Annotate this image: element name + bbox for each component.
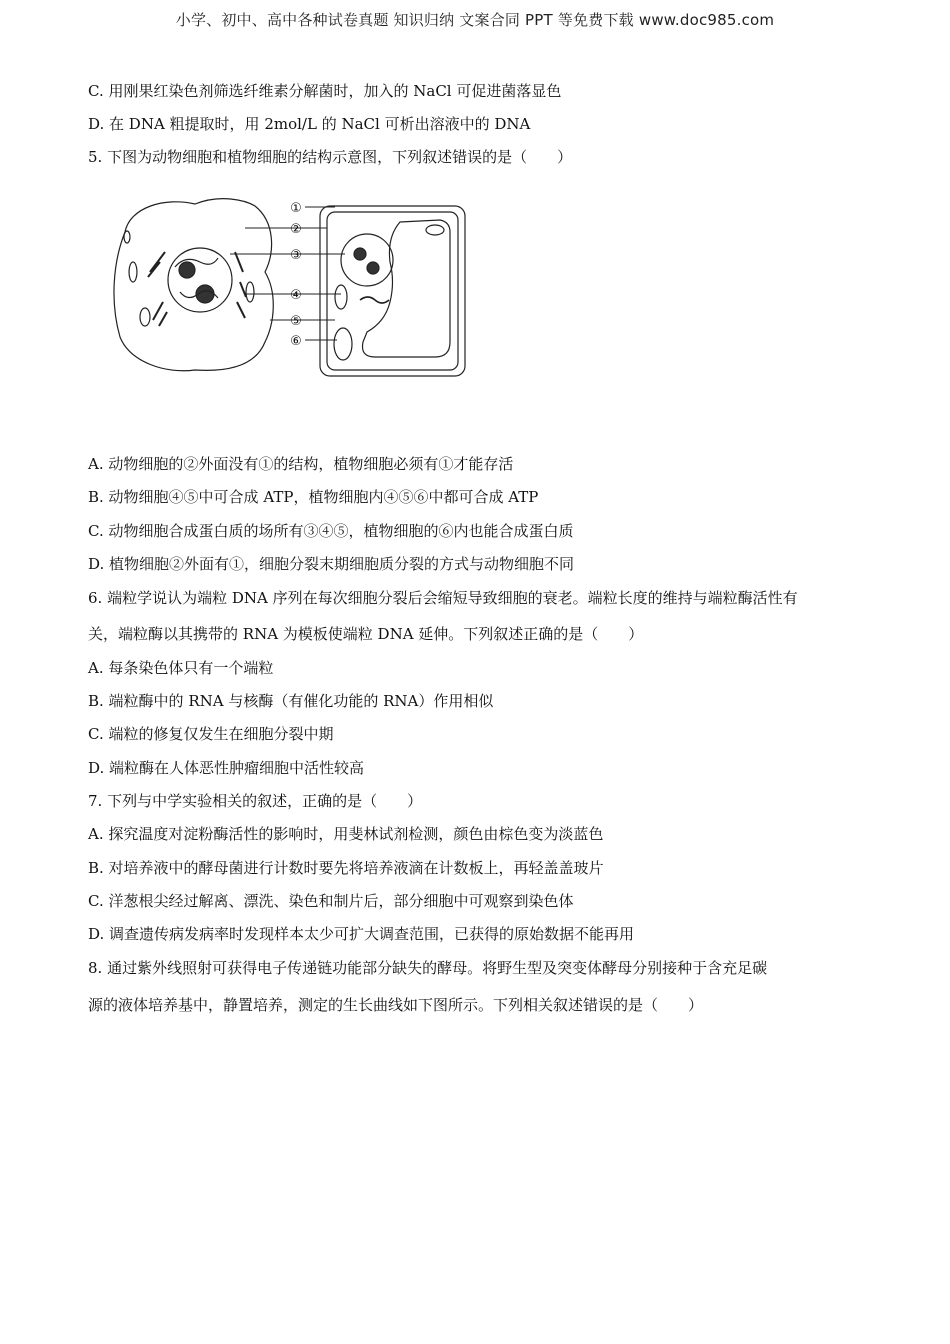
q5-option-a: A. 动物细胞的②外面没有①的结构，植物细胞必须有①才能存活 (88, 455, 514, 473)
plant-vacuole (363, 220, 451, 357)
animal-cell-outline (114, 199, 273, 371)
label-2: ② (290, 222, 302, 237)
q5-option-d: D. 植物细胞②外面有①，细胞分裂末期细胞质分裂的方式与动物细胞不同 (88, 555, 575, 573)
q4-option-c: C. 用刚果红染色剂筛选纤维素分解菌时，加入的 NaCl 可促进菌落显色 (88, 82, 562, 100)
page-header: 小学、初中、高中各种试卷真题 知识归纳 文案合同 PPT 等免费下载 www.doc985.com (175, 11, 775, 29)
q7-option-c: C. 洋葱根尖经过解离、漂洗、染色和制片后，部分细胞中可观察到染色体 (88, 892, 574, 910)
q6-option-a: A. 每条染色体只有一个端粒 (88, 659, 274, 677)
q6-stem-line1: 6. 端粒学说认为端粒 DNA 序列在每次细胞分裂后会缩短导致细胞的衰老。端粒长度的维持与端粒酶活性有 (88, 589, 798, 607)
q8-stem-line2: 源的液体培养基中，静置培养，测定的生长曲线如下图所示。下列相关叙述错误的是（ ） (88, 996, 704, 1014)
q7-stem: 7. 下列与中学实验相关的叙述，正确的是（ ） (88, 792, 423, 810)
q6-option-c: C. 端粒的修复仅发生在细胞分裂中期 (88, 725, 334, 743)
q4-option-d: D. 在 DNA 粗提取时，用 2mol/L 的 NaCl 可析出溶液中的 DNA (88, 115, 531, 133)
animal-nucleus (168, 248, 232, 312)
q8-stem-line1: 8. 通过紫外线照射可获得电子传递链功能部分缺失的酵母。将野生型及突变体酵母分别接种于含充足碳 (88, 959, 768, 977)
cell-structure-diagram (105, 192, 485, 392)
label-1: ① (290, 201, 302, 216)
q7-option-a: A. 探究温度对淀粉酶活性的影响时，用斐林试剂检测，颜色由棕色变为淡蓝色 (88, 825, 604, 843)
q7-option-d: D. 调查遗传病发病率时发现样本太少可扩大调查范围，已获得的原始数据不能再用 (88, 925, 635, 943)
q5-stem: 5. 下图为动物细胞和植物细胞的结构示意图，下列叙述错误的是（ ） (88, 148, 573, 166)
label-3: ③ (290, 248, 302, 263)
q5-option-b: B. 动物细胞④⑤中可合成 ATP，植物细胞内④⑤⑥中都可合成 ATP (88, 488, 539, 506)
label-4: ④ (290, 288, 302, 303)
chloroplast (334, 328, 352, 360)
q6-stem-line2: 关，端粒酶以其携带的 RNA 为模板使端粒 DNA 延伸。下列叙述正确的是（ ） (88, 625, 644, 643)
label-6: ⑥ (290, 334, 302, 349)
label-5: ⑤ (290, 314, 302, 329)
q5-option-c: C. 动物细胞合成蛋白质的场所有③④⑤，植物细胞的⑥内也能合成蛋白质 (88, 522, 574, 540)
q6-option-d: D. 端粒酶在人体恶性肿瘤细胞中活性较高 (88, 759, 365, 777)
q6-option-b: B. 端粒酶中的 RNA 与核酶（有催化功能的 RNA）作用相似 (88, 692, 494, 710)
plant-nucleus (341, 234, 393, 286)
q7-option-b: B. 对培养液中的酵母菌进行计数时要先将培养液滴在计数板上，再轻盖盖玻片 (88, 859, 604, 877)
